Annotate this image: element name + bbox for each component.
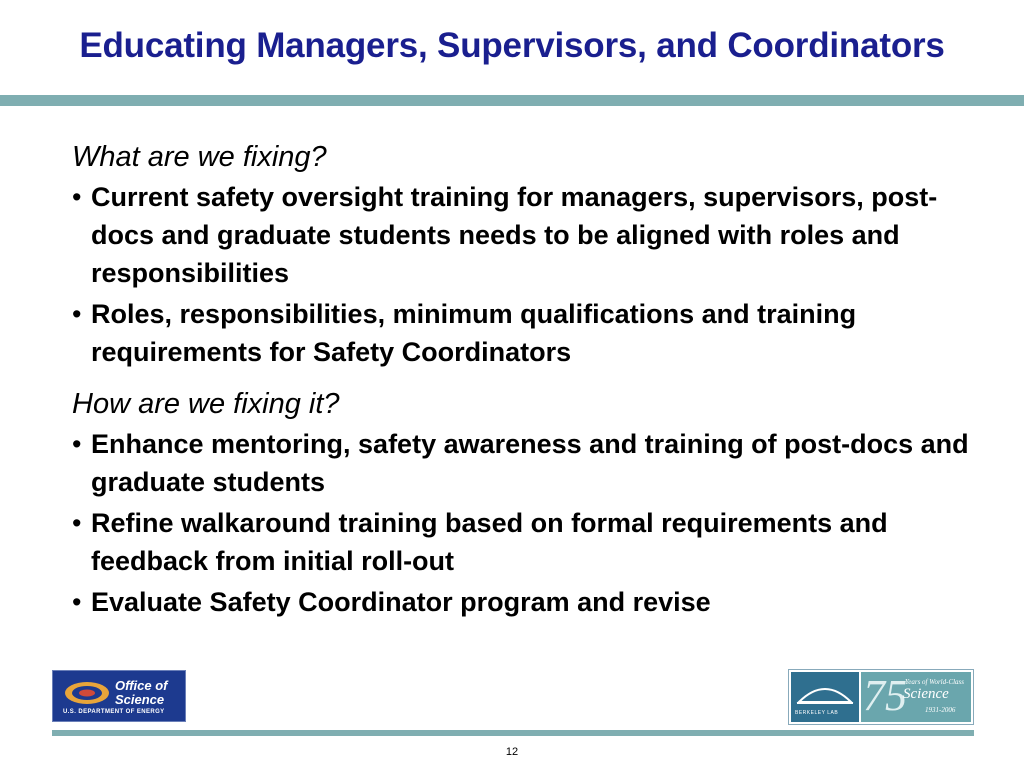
bullet-dot: • — [72, 429, 82, 459]
bullet-text: Enhance mentoring, safety awareness and training of post-docs and graduate students — [91, 429, 969, 497]
doe-logo-line2: Science — [115, 692, 165, 707]
doe-logo-text — [115, 679, 168, 707]
bullet-dot: • — [72, 587, 82, 617]
bullet-item — [72, 178, 972, 292]
bullet-text: Refine walkaround training based on formal requirements and feedback from initial roll-out — [91, 508, 888, 576]
bullet-item — [72, 504, 972, 580]
doe-office-of-science-logo — [52, 670, 186, 722]
bullet-dot: • — [72, 299, 82, 329]
doe-swirl-icon — [63, 680, 111, 706]
section-heading-how: How are we fixing it? — [72, 388, 340, 420]
bullet-dot: • — [72, 182, 82, 212]
slide-content — [72, 138, 972, 624]
footer-divider — [52, 730, 974, 736]
page-number: 12 — [505, 746, 519, 758]
slide-title: Educating Managers, Supervisors, and Coordinators — [79, 26, 945, 65]
bullet-item — [72, 425, 972, 501]
bullet-list-what — [72, 178, 972, 371]
seventy-five-years-badge — [861, 672, 971, 722]
berkeley-lab-75-years-logo — [788, 669, 974, 725]
bullet-list-how — [72, 425, 972, 621]
bullet-text: Current safety oversight training for managers, supervisors, post-docs and graduate students needs to be aligned with roles and responsibilities — [91, 182, 938, 288]
bullet-item — [72, 583, 972, 621]
bullet-text: Roles, responsibilities, minimum qualifications and training requirements for Safety Coordinators — [91, 299, 857, 367]
berkeley-lab-label: BERKELEY LAB — [795, 710, 839, 716]
bullet-item — [72, 295, 972, 371]
seventy-five-number: 75 — [863, 671, 907, 720]
section-heading-what: What are we fixing? — [72, 141, 327, 173]
years-of-world-class-text: Years of World-Class — [905, 678, 965, 686]
doe-logo-sub: U.S. DEPARTMENT OF ENERGY — [63, 709, 165, 715]
berkeley-lab-emblem — [791, 672, 859, 722]
bullet-dot: • — [72, 508, 82, 538]
science-text: Science — [903, 686, 949, 702]
cyclotron-dome-icon — [791, 672, 859, 708]
year-range-text: 1931-2006 — [925, 706, 956, 714]
title-divider — [0, 95, 1024, 106]
bullet-text: Evaluate Safety Coordinator program and revise — [91, 587, 711, 617]
doe-logo-line1: Office of — [115, 678, 168, 693]
